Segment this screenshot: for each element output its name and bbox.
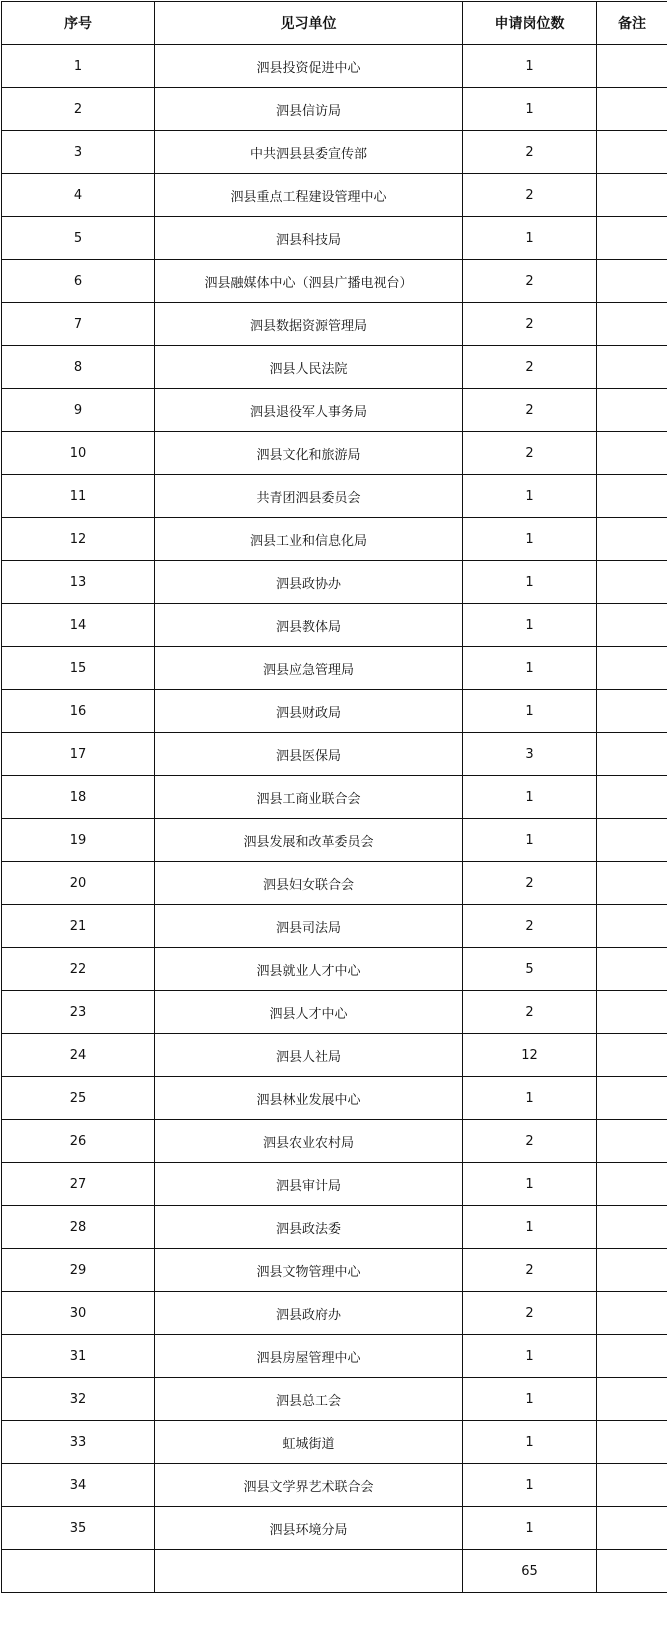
position-table-container: [1, 1, 667, 1593]
cell-unit: 泗县医保局: [155, 733, 463, 776]
cell-serial-number: 32: [2, 1378, 155, 1421]
cell-serial-number: 21: [2, 905, 155, 948]
table-row: [2, 690, 667, 733]
table-row: [2, 819, 667, 862]
cell-remarks: [597, 1249, 667, 1292]
header-serial-number: 序号: [2, 2, 155, 45]
header-unit: 见习单位: [155, 2, 463, 45]
cell-remarks: [597, 518, 667, 561]
cell-position-count: 1: [463, 1077, 597, 1120]
cell-position-count: 2: [463, 862, 597, 905]
cell-position-count: 1: [463, 690, 597, 733]
cell-position-count: 5: [463, 948, 597, 991]
cell-serial-number: 24: [2, 1034, 155, 1077]
cell-remarks: [597, 217, 667, 260]
total-cell-position-count: 65: [463, 1550, 597, 1593]
cell-remarks: [597, 131, 667, 174]
cell-remarks: [597, 303, 667, 346]
cell-unit: 泗县政协办: [155, 561, 463, 604]
cell-unit: 泗县工业和信息化局: [155, 518, 463, 561]
table-row: [2, 1464, 667, 1507]
cell-remarks: [597, 561, 667, 604]
cell-unit: 泗县融媒体中心（泗县广播电视台）: [155, 260, 463, 303]
table-header-row: [2, 2, 667, 45]
cell-remarks: [597, 604, 667, 647]
cell-position-count: 1: [463, 561, 597, 604]
table-row: [2, 733, 667, 776]
header-remarks: 备注: [597, 2, 667, 45]
cell-position-count: 2: [463, 905, 597, 948]
cell-serial-number: 3: [2, 131, 155, 174]
cell-unit: 泗县文物管理中心: [155, 1249, 463, 1292]
cell-position-count: 1: [463, 217, 597, 260]
cell-serial-number: 19: [2, 819, 155, 862]
cell-position-count: 1: [463, 1421, 597, 1464]
cell-remarks: [597, 475, 667, 518]
table-row: [2, 1206, 667, 1249]
cell-position-count: 1: [463, 45, 597, 88]
cell-position-count: 1: [463, 1378, 597, 1421]
cell-position-count: 2: [463, 260, 597, 303]
cell-remarks: [597, 1077, 667, 1120]
cell-serial-number: 7: [2, 303, 155, 346]
cell-position-count: 2: [463, 303, 597, 346]
cell-unit: 泗县发展和改革委员会: [155, 819, 463, 862]
cell-position-count: 1: [463, 776, 597, 819]
cell-serial-number: 4: [2, 174, 155, 217]
table-row: [2, 518, 667, 561]
total-cell-serial-number: [2, 1550, 155, 1593]
cell-position-count: 1: [463, 475, 597, 518]
cell-serial-number: 2: [2, 88, 155, 131]
cell-serial-number: 18: [2, 776, 155, 819]
cell-remarks: [597, 1507, 667, 1550]
cell-serial-number: 35: [2, 1507, 155, 1550]
table-row: [2, 45, 667, 88]
cell-unit: 泗县科技局: [155, 217, 463, 260]
cell-unit: 泗县重点工程建设管理中心: [155, 174, 463, 217]
cell-remarks: [597, 647, 667, 690]
table-row: [2, 1077, 667, 1120]
table-row: [2, 1292, 667, 1335]
cell-remarks: [597, 174, 667, 217]
cell-unit: 泗县应急管理局: [155, 647, 463, 690]
table-row: [2, 1249, 667, 1292]
table-row: [2, 561, 667, 604]
cell-serial-number: 14: [2, 604, 155, 647]
cell-unit: 中共泗县县委宣传部: [155, 131, 463, 174]
cell-serial-number: 26: [2, 1120, 155, 1163]
cell-position-count: 2: [463, 389, 597, 432]
cell-serial-number: 25: [2, 1077, 155, 1120]
cell-position-count: 1: [463, 819, 597, 862]
table-row: [2, 389, 667, 432]
table-row: [2, 1378, 667, 1421]
table-row: [2, 131, 667, 174]
table-body: [2, 45, 667, 1593]
header-position-count: 申请岗位数: [463, 2, 597, 45]
cell-unit: 泗县审计局: [155, 1163, 463, 1206]
cell-position-count: 2: [463, 1120, 597, 1163]
cell-serial-number: 10: [2, 432, 155, 475]
cell-position-count: 1: [463, 1163, 597, 1206]
table-row: [2, 217, 667, 260]
cell-serial-number: 13: [2, 561, 155, 604]
cell-unit: 泗县政府办: [155, 1292, 463, 1335]
cell-unit: 泗县林业发展中心: [155, 1077, 463, 1120]
cell-serial-number: 27: [2, 1163, 155, 1206]
cell-remarks: [597, 1120, 667, 1163]
cell-serial-number: 11: [2, 475, 155, 518]
cell-serial-number: 16: [2, 690, 155, 733]
table-row: [2, 1034, 667, 1077]
cell-position-count: 1: [463, 1206, 597, 1249]
cell-remarks: [597, 1378, 667, 1421]
cell-serial-number: 12: [2, 518, 155, 561]
position-table: [1, 1, 667, 1593]
cell-serial-number: 15: [2, 647, 155, 690]
cell-serial-number: 31: [2, 1335, 155, 1378]
cell-serial-number: 8: [2, 346, 155, 389]
cell-serial-number: 22: [2, 948, 155, 991]
cell-remarks: [597, 432, 667, 475]
cell-unit: 泗县妇女联合会: [155, 862, 463, 905]
table-row: [2, 303, 667, 346]
table-row: [2, 1507, 667, 1550]
cell-remarks: [597, 45, 667, 88]
table-row: [2, 88, 667, 131]
cell-unit: 泗县信访局: [155, 88, 463, 131]
cell-remarks: [597, 819, 667, 862]
table-row: [2, 948, 667, 991]
cell-remarks: [597, 389, 667, 432]
cell-remarks: [597, 1163, 667, 1206]
cell-position-count: 1: [463, 518, 597, 561]
table-row: [2, 1421, 667, 1464]
total-cell-remarks: [597, 1550, 667, 1593]
table-total-row: [2, 1550, 667, 1593]
cell-unit: 泗县财政局: [155, 690, 463, 733]
cell-serial-number: 9: [2, 389, 155, 432]
cell-remarks: [597, 905, 667, 948]
cell-unit: 泗县退役军人事务局: [155, 389, 463, 432]
cell-remarks: [597, 948, 667, 991]
cell-unit: 泗县人民法院: [155, 346, 463, 389]
table-row: [2, 604, 667, 647]
cell-position-count: 1: [463, 604, 597, 647]
cell-position-count: 2: [463, 432, 597, 475]
table-row: [2, 776, 667, 819]
cell-serial-number: 6: [2, 260, 155, 303]
cell-remarks: [597, 1206, 667, 1249]
cell-serial-number: 30: [2, 1292, 155, 1335]
cell-remarks: [597, 88, 667, 131]
cell-serial-number: 5: [2, 217, 155, 260]
cell-position-count: 1: [463, 647, 597, 690]
table-row: [2, 1335, 667, 1378]
cell-position-count: 2: [463, 131, 597, 174]
table-row: [2, 991, 667, 1034]
cell-remarks: [597, 1421, 667, 1464]
cell-position-count: 3: [463, 733, 597, 776]
cell-position-count: 2: [463, 991, 597, 1034]
cell-unit: 泗县农业农村局: [155, 1120, 463, 1163]
cell-unit: 泗县工商业联合会: [155, 776, 463, 819]
cell-unit: 共青团泗县委员会: [155, 475, 463, 518]
cell-position-count: 2: [463, 1249, 597, 1292]
cell-remarks: [597, 1335, 667, 1378]
cell-remarks: [597, 1034, 667, 1077]
cell-unit: 泗县就业人才中心: [155, 948, 463, 991]
cell-remarks: [597, 1464, 667, 1507]
cell-serial-number: 1: [2, 45, 155, 88]
cell-position-count: 1: [463, 1335, 597, 1378]
cell-serial-number: 33: [2, 1421, 155, 1464]
table-row: [2, 862, 667, 905]
cell-position-count: 2: [463, 346, 597, 389]
table-row: [2, 1120, 667, 1163]
cell-serial-number: 29: [2, 1249, 155, 1292]
cell-unit: 泗县文化和旅游局: [155, 432, 463, 475]
table-row: [2, 1163, 667, 1206]
cell-serial-number: 20: [2, 862, 155, 905]
table-row: [2, 260, 667, 303]
cell-remarks: [597, 260, 667, 303]
table-row: [2, 647, 667, 690]
cell-position-count: 12: [463, 1034, 597, 1077]
cell-remarks: [597, 733, 667, 776]
table-row: [2, 905, 667, 948]
table-row: [2, 475, 667, 518]
cell-remarks: [597, 991, 667, 1034]
cell-unit: 泗县教体局: [155, 604, 463, 647]
cell-serial-number: 23: [2, 991, 155, 1034]
table-row: [2, 432, 667, 475]
cell-unit: 泗县文学界艺术联合会: [155, 1464, 463, 1507]
cell-unit: 泗县数据资源管理局: [155, 303, 463, 346]
cell-position-count: 1: [463, 88, 597, 131]
cell-unit: 泗县司法局: [155, 905, 463, 948]
cell-remarks: [597, 346, 667, 389]
cell-unit: 泗县人社局: [155, 1034, 463, 1077]
table-row: [2, 346, 667, 389]
cell-remarks: [597, 1292, 667, 1335]
cell-remarks: [597, 862, 667, 905]
cell-position-count: 1: [463, 1507, 597, 1550]
cell-unit: 泗县环境分局: [155, 1507, 463, 1550]
cell-position-count: 2: [463, 174, 597, 217]
cell-unit: 泗县投资促进中心: [155, 45, 463, 88]
cell-serial-number: 17: [2, 733, 155, 776]
cell-position-count: 1: [463, 1464, 597, 1507]
table-row: [2, 174, 667, 217]
cell-remarks: [597, 690, 667, 733]
cell-unit: 泗县人才中心: [155, 991, 463, 1034]
cell-remarks: [597, 776, 667, 819]
cell-serial-number: 28: [2, 1206, 155, 1249]
cell-position-count: 2: [463, 1292, 597, 1335]
cell-unit: 泗县房屋管理中心: [155, 1335, 463, 1378]
total-cell-unit: [155, 1550, 463, 1593]
cell-unit: 泗县总工会: [155, 1378, 463, 1421]
cell-unit: 虹城街道: [155, 1421, 463, 1464]
cell-unit: 泗县政法委: [155, 1206, 463, 1249]
cell-serial-number: 34: [2, 1464, 155, 1507]
